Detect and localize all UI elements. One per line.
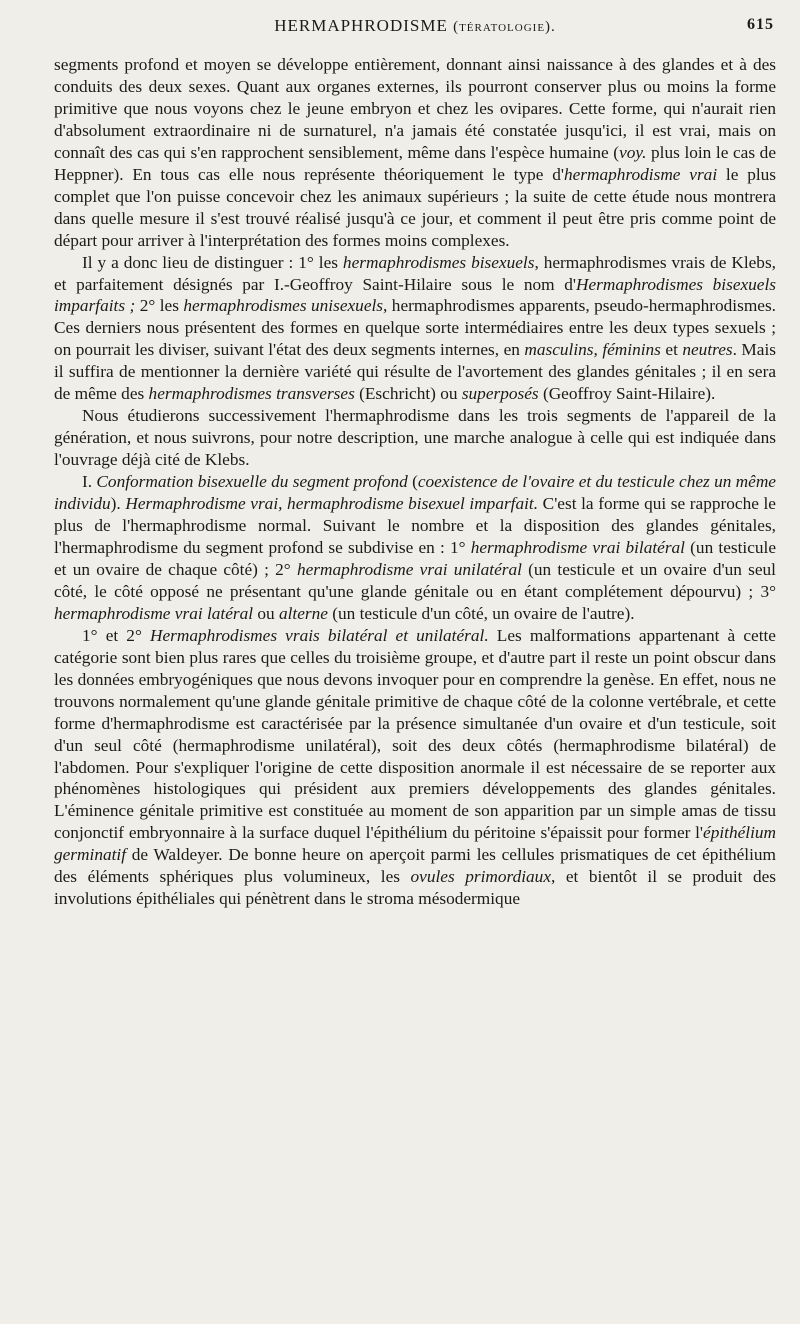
paragraph <box>54 405 776 471</box>
book-page <box>54 14 776 910</box>
text-run: I. <box>82 472 97 492</box>
text-run: (Geoffroy Saint-Hilaire). <box>538 384 716 404</box>
text-run: , hermaphrodismes apparents, pseudo-hermaphrodismes. Ces derniers nous présentent des formes en quelque sorte intermédiaires entre les deux types sexuels ; on pourrait les diviser, suivant l'état des deux segments internes, en <box>54 296 776 360</box>
italic-run: épithélium germinatif <box>54 823 776 865</box>
italic-run: neutres <box>682 340 733 360</box>
text-run: de Waldeyer. De bonne heure on aperçoit parmi les cellules prismatiques de cet épithélium des éléments sphériques plus volumineux, les <box>54 845 776 887</box>
paragraph <box>54 54 776 252</box>
italic-run: alterne <box>278 603 328 623</box>
italic-run: hermaphrodismes unisexuels <box>183 296 384 316</box>
italic-run: Hermaphrodisme vrai, hermaphrodisme bisexuel imparfait. <box>125 494 539 514</box>
italic-run: hermaphrodisme vrai latéral <box>54 603 254 623</box>
italic-run: coexistence de l'ovaire et du testicule chez un même individu <box>54 472 776 514</box>
text-run: . Mais il suffira de mentionner la dernière variété qui résulte de l'avortement des glandes génitales ; il en sera de même des <box>54 340 776 404</box>
running-header <box>54 14 776 54</box>
text-run: 1° et 2° <box>82 625 150 645</box>
text-run: Nous étudierons successivement l'hermaphrodisme dans les trois segments de l'appareil de la génération, et nous suivrons, pour notre description, une marche analogue à celle qui est indiquée dans l'ouvrage déjà cité de Klebs. <box>54 406 776 470</box>
body-text <box>54 54 776 910</box>
text-run: , hermaphrodismes vrais de Klebs, et parfaitement désignés par I.-Geoffroy Saint-Hilaire sous le nom d' <box>54 252 776 294</box>
italic-run: ovules primordiaux <box>410 867 551 887</box>
text-run: (un testicule et un ovaire de chaque côté) ; 2° <box>54 537 776 579</box>
running-title-subtitle: (tératologie). <box>453 19 556 35</box>
running-title <box>274 16 556 36</box>
text-run: et <box>660 340 683 360</box>
text-run: Les malformations appartenant à cette catégorie sont bien plus rares que celles du troisième groupe, et d'autre part il reste un point obscur dans les données embryogéniques que nous devons invoquer pour en comprendre la genèse. En effet, nous ne trouvons normalement qu'une glande génitale primitive de chaque côté de la colonne vertébrale, et cette forme d'hermaphrodisme est caractérisée par la présence simultanée d'un ovaire et d'un testicule, soit d'un seul côté (hermaphrodisme unilatéral), soit des deux côtés (hermaphrodisme bilatéral) de l'abdomen. Pour s'expliquer l'origine de cette disposition anormale il est nécessaire de se reporter aux phénomènes histologiques qui président aux premiers développements des glandes génitales. L'éminence génitale primitive est constituée au moment de son apparition par un simple amas de tissu conjonctif embryonnaire à la surface duquel l'épithélium du péritoine s'épaissit pour former l' <box>54 625 776 843</box>
text-run: ). <box>110 494 126 514</box>
italic-run: Hermaphrodismes vrais bilatéral et unilatéral. <box>150 625 489 645</box>
text-run: segments profond et moyen se développe entièrement, donnant ainsi naissance à des glandes et à des conduits des deux sexes. Quant aux organes externes, ils pourront conserver plus ou moins la forme primitive que nous voyons chez le jeune embryon et chez les ovipares. Cette forme, qui n'aurait rien d'absolument extraordinaire ni de surnaturel, n'a jamais été constatée jusqu'ici, il est vrai, mais on connaît des cas qui s'en rapprochent sensiblement, même dans l'espèce humaine ( <box>54 55 776 162</box>
italic-run: Conformation bisexuelle du segment profond <box>96 472 408 492</box>
text-run: le plus complet que l'on puisse concevoir chez les animaux supérieurs ; la suite de cette étude nous montrera dans quelle mesure il s'est trouvé réalisé jusqu'à ce jour, et comment il peut être pris comme point de départ pour arriver à l'interprétation des formes moins complexes. <box>54 164 776 250</box>
italic-run: hermaphrodisme vrai <box>564 164 718 184</box>
italic-run: Hermaphrodismes bisexuels imparfaits ; <box>54 274 777 316</box>
text-run: (un testicule et un ovaire d'un seul côté, le côté opposé ne présentant qu'une glande génitale ou en étant complétement dépourvu) ; 3° <box>54 559 776 601</box>
italic-run: hermaphrodisme vrai unilatéral <box>296 559 522 579</box>
paragraph <box>54 252 776 406</box>
text-run: Il y a donc lieu de distinguer : 1° les <box>82 252 343 272</box>
page-number: 615 <box>747 16 774 33</box>
text-run: (un testicule d'un côté, un ovaire de l'autre). <box>327 603 635 623</box>
italic-run: voy. <box>619 142 647 162</box>
text-run: C'est la forme qui se rapproche le plus de l'hermaphrodisme normal. Suivant le nombre et la disposition des glandes génitales, l'hermaphrodisme du segment profond se subdivise en : 1° <box>54 494 776 557</box>
italic-run: superposés <box>461 384 539 404</box>
italic-run: masculins, féminins <box>524 340 661 360</box>
text-run: plus loin le cas de Heppner). En tous cas elle nous représente théoriquement le type d' <box>54 142 776 184</box>
text-run: ou <box>253 603 279 623</box>
text-run: 2° les <box>135 296 184 316</box>
text-run: , et bientôt il se produit des involutions épithéliales qui pénètrent dans le stroma mésodermique <box>54 867 777 909</box>
italic-run: hermaphrodismes bisexuels <box>342 252 535 272</box>
italic-run: hermaphrodisme vrai bilatéral <box>470 537 685 557</box>
paragraph <box>54 625 776 910</box>
running-title-main: HERMAPHRODISME <box>274 16 448 35</box>
text-run: ( <box>407 472 418 492</box>
italic-run: hermaphrodismes transverses <box>148 384 355 404</box>
paragraph <box>54 471 776 625</box>
text-run: (Eschricht) ou <box>354 384 462 404</box>
